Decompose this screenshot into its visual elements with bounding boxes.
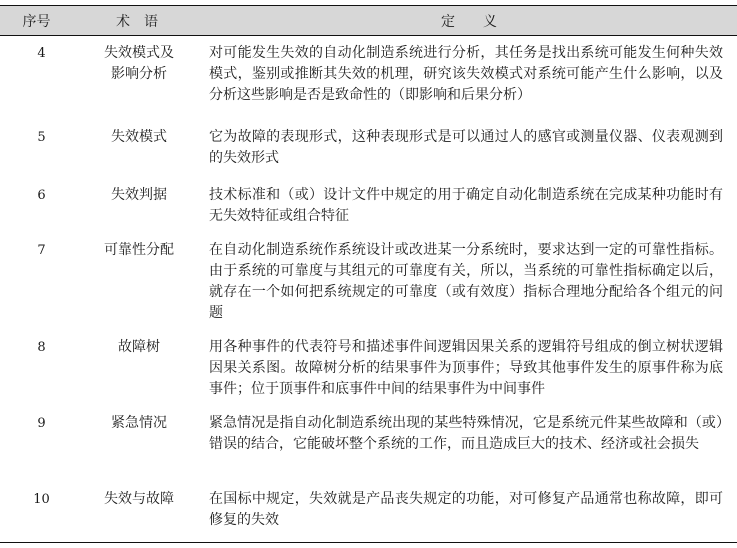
terms-table [0,5,737,543]
term-line: 失效与故障 [104,490,174,507]
term-line: 可靠性分配 [104,241,174,258]
row-term [73,123,201,179]
row-no: 10 [0,484,73,543]
row-definition: 用各种事件的代表符号和描述事件间逻辑因果关系的逻辑符号组成的倒立树状逻辑因果关系图。故障树分析的结果事件为顶事件；导致其他事件发生的原事件称为底事件；位于顶事件和底事件中间的结果事件为中间事件 [209,338,723,397]
row-definition: 在国标中规定，失效就是产品丧失规定的功能，对可修复产品通常也称故障，即可修复的失效 [201,484,737,543]
table-header-row [0,6,737,36]
row-no: 8 [37,339,46,355]
row-term [73,332,201,408]
row-term [73,484,201,543]
header-definition: 定 义 [201,6,737,36]
term-line: 失效模式 [111,128,167,145]
row-definition: 技术标准和（或）设计文件中规定的用于确定自动化制造系统在完成某种功能时有无失效特征或组合特征 [209,186,723,224]
row-term [73,179,201,235]
row-no: 6 [37,187,46,203]
table-row [0,179,737,235]
table-row [0,332,737,408]
term-line: 紧急情况 [111,414,167,431]
row-term [73,36,201,123]
header-no: 序号 [0,6,73,36]
term-line: 失效模式及 [104,45,174,61]
row-definition: 在自动化制造系统作系统设计或改进某一分系统时，要求达到一定的可靠性指标。由于系统的可靠度与其组元的可靠度有关，所以，当系统的可靠性指标确定以后，就存在一个如何把系统规定的可靠度（或有效度）指标合理地分配给各个组元的问题 [209,241,723,321]
row-no: 5 [37,129,46,145]
row-definition: 紧急情况是指自动化制造系统出现的某些特殊情况，它是系统元件某些故障和（或）错误的结合，它能破坏整个系统的工作，而且造成巨大的技术、经济或社会损失 [209,414,723,452]
row-no: 4 [37,46,46,61]
row-definition: 它为故障的表现形式，这种表现形式是可以通过人的感官或测量仪器、仪表观测到的失效形式 [209,128,723,166]
table-row [0,123,737,179]
term-line: 故障树 [118,338,160,355]
term-line: 影响分析 [111,66,167,82]
table-row [0,235,737,332]
table-row [0,408,737,484]
row-term [73,235,201,332]
term-line: 失效判据 [111,186,167,203]
row-no: 9 [37,415,46,431]
table-row [0,484,737,543]
header-term: 术 语 [73,6,201,36]
table-row [0,36,737,123]
row-term [73,408,201,484]
row-definition: 对可能发生失效的自动化制造系统进行分析，其任务是找出系统可能发生何种失效模式，鉴别或推断其失效的机理，研究该失效模式对系统可能产生什么影响，以及分析这些影响是否是致命性的（即影响和后果分析） [209,45,723,103]
row-no: 7 [37,242,46,258]
